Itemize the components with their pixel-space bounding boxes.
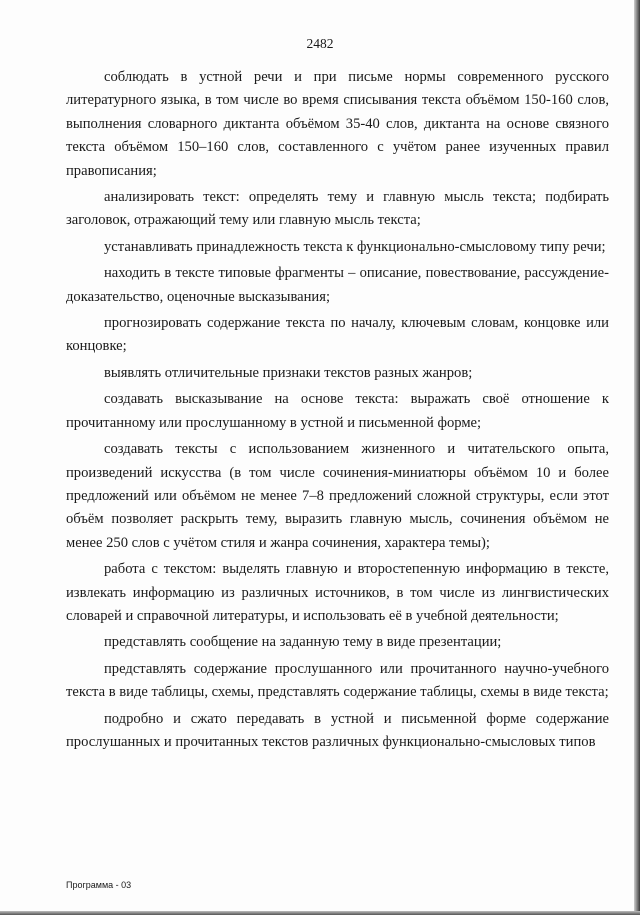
paragraph: устанавливать принадлежность текста к функционально-смысловому типу речи; <box>104 238 606 255</box>
scan-edge-bottom <box>0 911 640 915</box>
paragraph: создавать тексты с использованием жизненного и читательского опыта, произведений искусства (в том числе сочинения-миниатюры объёмом 10 и более предложений или объёмом не менее 7–8 предложений сложной структуры, если этот объём позволяет раскрыть тему, выразить главную мысль, сочинения объёмом не менее 250 слов с учётом стиля и жанра сочинения, характера темы); <box>66 441 609 551</box>
body-text <box>66 66 609 757</box>
paragraph: представлять сообщение на заданную тему в виде презентации; <box>104 634 502 651</box>
paragraph: прогнозировать содержание текста по началу, ключевым словам, концовке или концовке; <box>66 315 609 355</box>
paragraph: представлять содержание прослушанного или прочитанного научно-учебного текста в виде таблицы, схемы, представлять содержание таблицы, схемы в виде текста; <box>66 660 609 701</box>
paragraph: создавать высказывание на основе текста: выражать своё отношение к прочитанному или прослушанному в устной и письменной форме; <box>66 391 609 431</box>
page-number: 2482 <box>306 36 334 51</box>
paragraph: работа с текстом: выделять главную и второстепенную информацию в тексте, извлекать информацию из различных источников, в том числе из лингвистических словарей и справочной литературы, и использовать её в учебной деятельности; <box>66 561 609 624</box>
footer-label: Программа - 03 <box>66 880 132 890</box>
paragraph: выявлять отличительные признаки текстов разных жанров; <box>104 364 473 381</box>
paragraph: соблюдать в устной речи и при письме нормы современного русского литературного языка, в том числе во время списывания текста объёмом 150-160 слов, выполнения словарного диктанта объёмом 35-40 слов, диктанта на основе связного текста объёмом 150–160 слов, составленного с учётом ранее изученных правил правописания; <box>66 69 609 179</box>
paragraph: подробно и сжато передавать в устной и письменной форме содержание прослушанных и прочитанных текстов различных функционально-смысловых типов <box>66 710 609 750</box>
paragraph: находить в тексте типовые фрагменты – описание, повествование, рассуждение-доказательство, оценочные высказывания; <box>66 265 609 305</box>
paragraph: анализировать текст: определять тему и главную мысль текста; подбирать заголовок, отражающий тему или главную мысль текста; <box>66 189 609 229</box>
scan-edge-right <box>634 0 640 915</box>
